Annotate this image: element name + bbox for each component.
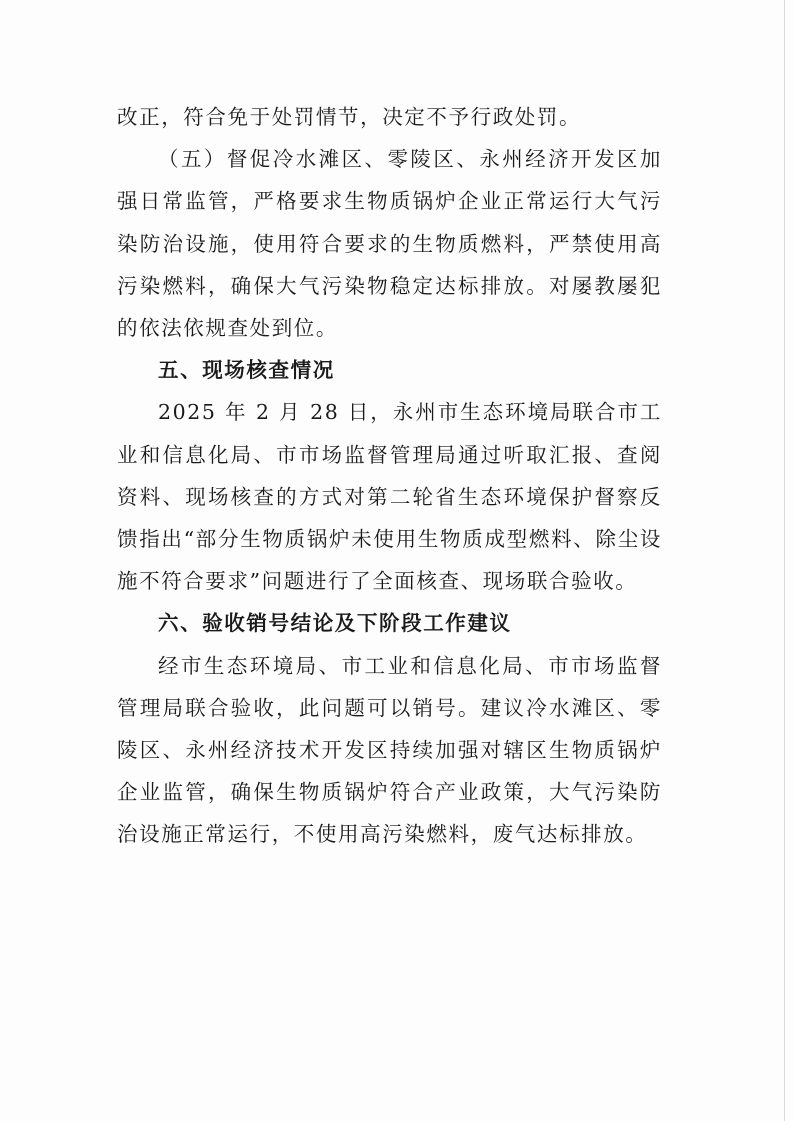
section-six-body: 经市生态环境局、市工业和信息化局、市市场监督管理局联合验收，此问题可以销号。建议冷水滩区、零陵区、永州经济技术开发区持续加强对辖区生物质锅炉企业监管，确保生物质锅炉符合产业政策，大气污染防治设施正常运行，不使用高污染燃料，废气达标排放。 — [117, 653, 662, 847]
document-body — [117, 96, 662, 856]
paragraph-item-five: （五）督促冷水滩区、零陵区、永州经济开发区加强日常监管，严格要求生物质锅炉企业正常运行大气污染防治设施，使用符合要求的生物质燃料，严禁使用高污染燃料，确保大气污染物稳定达标排放。对屡教屡犯的依法依规查处到位。 — [117, 147, 662, 341]
section-five-body: 2025 年 2 月 28 日，永州市生态环境局联合市工业和信息化局、市市场监督管理局通过听取汇报、查阅资料、现场核查的方式对第二轮省生态环境保护督察反馈指出“部分生物质锅炉未使用生物质成型燃料、除尘设施不符合要求”问题进行了全面核查、现场联合验收。 — [117, 400, 662, 594]
section-six-heading: 六、验收销号结论及下阶段工作建议 — [158, 611, 512, 636]
scan-edge-line — [784, 0, 785, 1121]
section-five-heading: 五、现场核查情况 — [158, 358, 335, 383]
paragraph-continuation: 改正，符合免于处罚情节，决定不予行政处罚。 — [117, 105, 582, 129]
